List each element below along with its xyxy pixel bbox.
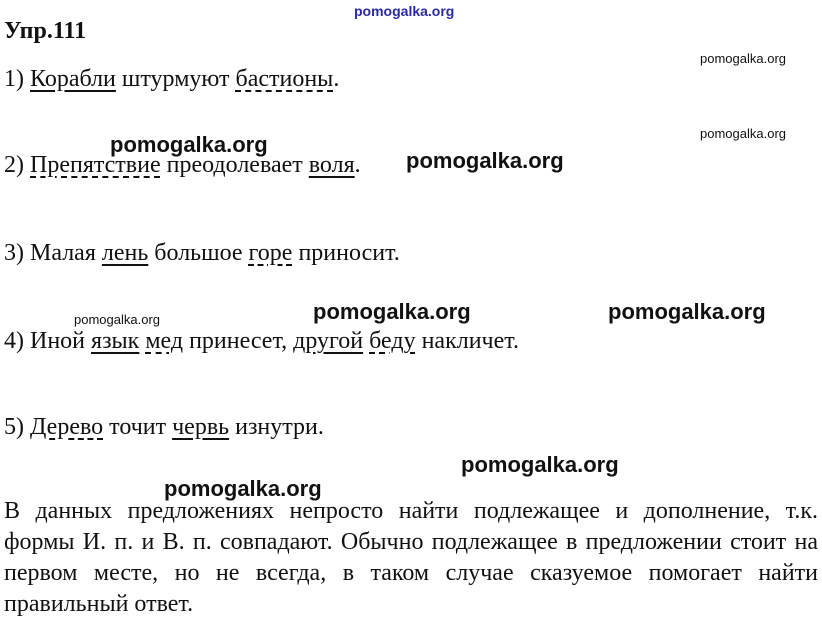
sentence-text: принесет,: [183, 328, 294, 354]
sentence-number: 5): [4, 414, 24, 440]
object-word: бастионы: [235, 66, 334, 92]
sentence-number: 4): [4, 328, 24, 354]
sentence-1: [4, 66, 339, 93]
sentence-number: 3): [4, 240, 24, 266]
sentence-text: Иной: [24, 328, 92, 354]
watermark: pomogalka.org: [354, 3, 455, 19]
sentence-number: 1): [4, 66, 24, 92]
explanation-paragraph: В данных предложениях непросто найти подлежащее и дополнение, т.к. формы И. п. и В. п. совпадают. Обычно подлежащее в предложении стоит на первом месте, но не всегда, в таком случае сказуемое помогает найти правильный ответ.: [4, 498, 818, 617]
exercise-title: Упр.111: [4, 18, 87, 44]
watermark: pomogalka.org: [110, 132, 268, 157]
sentence-text: накличет.: [415, 328, 519, 354]
sentence-5: [4, 414, 324, 441]
object-word: Дерево: [30, 414, 104, 440]
watermark: pomogalka.org: [74, 312, 160, 327]
watermark: pomogalka.org: [461, 452, 619, 477]
watermark: pomogalka.org: [700, 126, 786, 141]
sentence-3: [4, 240, 400, 267]
watermark: pomogalka.org: [608, 299, 766, 324]
sentence-text: преодолевает: [160, 152, 309, 178]
watermark: pomogalka.org: [313, 299, 471, 324]
sentence-text: штурмуют: [115, 66, 236, 92]
sentence-text: приносит.: [292, 240, 400, 266]
object-word: горе: [248, 240, 293, 266]
subject-word: язык: [91, 328, 140, 354]
watermark: pomogalka.org: [164, 476, 322, 501]
sentence-text: Малая: [24, 240, 102, 266]
subject-word: червь: [172, 414, 230, 440]
sentence-text: точит: [103, 414, 173, 440]
subject-word: другой: [293, 328, 364, 354]
watermark: pomogalka.org: [406, 148, 564, 173]
sentence-4: [4, 328, 519, 355]
sentence-text: .: [354, 152, 361, 178]
watermark: pomogalka.org: [700, 51, 786, 66]
object-word: Препятствие: [30, 152, 161, 178]
sentence-text: .: [333, 66, 340, 92]
object-word: беду: [369, 328, 416, 354]
sentence-number: 2): [4, 152, 24, 178]
subject-word: воля: [308, 152, 355, 178]
subject-word: Корабли: [30, 66, 116, 92]
subject-word: лень: [101, 240, 149, 266]
sentence-text: большое: [148, 240, 249, 266]
sentence-text: изнутри.: [229, 414, 324, 440]
object-word: мед: [145, 328, 184, 354]
